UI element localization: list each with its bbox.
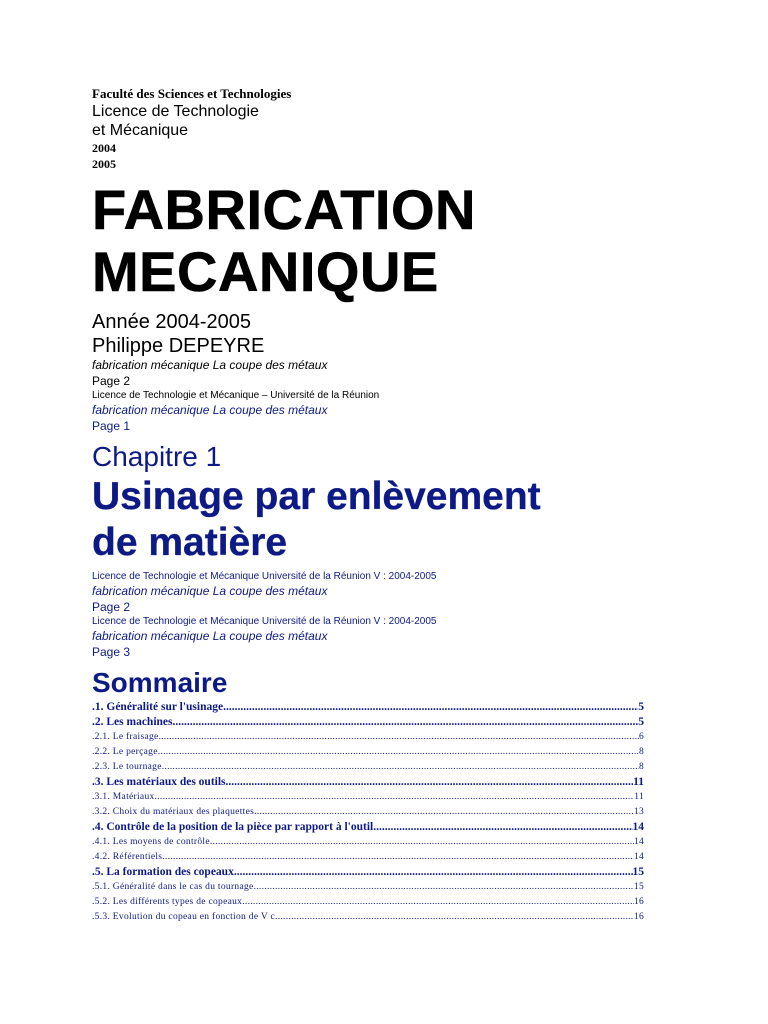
toc-entry[interactable]: [92, 760, 644, 775]
running-title-2: fabrication mécanique La coupe des métaux: [92, 403, 328, 417]
toc-entry-page: 14: [633, 852, 644, 862]
running-page-3: Page 2: [92, 600, 131, 614]
toc-entry-label: .4. Contrôle de la position de la pièce par rapport à l'outil: [92, 821, 374, 833]
toc-entry-page: 8: [638, 747, 644, 757]
year-end: 2005: [92, 157, 116, 171]
toc-entry-label: .4.1. Les moyens de contrôle: [92, 837, 210, 847]
toc-entry-label: .4.2. Référentiels: [92, 852, 163, 862]
title-line-1: FABRICATION: [92, 178, 476, 241]
toc-entry[interactable]: [92, 895, 644, 910]
toc-entry[interactable]: [92, 700, 644, 715]
chapter-title-line-1: Usinage par enlèvement: [92, 475, 541, 518]
toc-entry-label: .2.2. Le perçage: [92, 747, 158, 757]
toc-entry-page: 6: [638, 732, 644, 742]
running-subtitle-3: Licence de Technologie et Mécanique Université de la Réunion V : 2004-2005: [92, 616, 437, 627]
running-page-1: Page 2: [92, 374, 131, 388]
toc-entry[interactable]: [92, 715, 644, 730]
running-page-2: Page 1: [92, 419, 131, 433]
licence-line-1: Licence de Technologie: [92, 103, 259, 120]
academic-year: Année 2004-2005: [92, 311, 252, 333]
toc-entry[interactable]: [92, 850, 644, 865]
chapter-title-line-2: de matière: [92, 521, 288, 564]
toc-entry-page: 16: [633, 912, 644, 922]
chapter-label: Chapitre 1: [92, 441, 222, 472]
toc-entry-label: .2. Les machines: [92, 716, 173, 728]
toc-entry-label: .2.3. Le tournage: [92, 762, 162, 772]
toc-entry-page: 13: [633, 807, 644, 817]
toc-entry-page: 14: [632, 821, 644, 833]
running-title-4: fabrication mécanique La coupe des métaux: [92, 629, 328, 643]
running-title-3: fabrication mécanique La coupe des métaux: [92, 584, 328, 598]
toc-entry-page: 11: [633, 776, 644, 788]
toc-entry[interactable]: [92, 910, 644, 925]
toc-entry[interactable]: [92, 880, 644, 895]
faculty-name: Faculté des Sciences et Technologies: [92, 86, 292, 101]
toc-entry-page: 11: [634, 792, 644, 802]
author-name: Philippe DEPEYRE: [92, 335, 265, 357]
toc-entry[interactable]: [92, 790, 644, 805]
toc-entry[interactable]: [92, 820, 644, 835]
running-subtitle-1: Licence de Technologie et Mécanique – Université de la Réunion: [92, 390, 380, 401]
toc-entry-label: .3. Les matériaux des outils: [92, 776, 226, 788]
running-page-4: Page 3: [92, 645, 131, 659]
toc-entry-label: .5.1. Généralité dans le cas du tournage: [92, 882, 254, 892]
toc-entry[interactable]: [92, 865, 644, 880]
toc-entry-label: .5.3. Evolution du copeau en fonction de V c: [92, 912, 276, 922]
toc-entry-label: .3.1. Matériaux: [92, 792, 155, 802]
toc-entry[interactable]: [92, 730, 644, 745]
toc-entry-page: 15: [632, 866, 644, 878]
title-line-2: MECANIQUE: [92, 240, 439, 303]
document-title: [92, 178, 652, 304]
year-start: 2004: [92, 141, 116, 155]
toc-entry-page: 8: [638, 762, 644, 772]
toc-entry[interactable]: [92, 745, 644, 760]
toc-entry-page: 16: [633, 897, 644, 907]
toc-entry-page: 5: [638, 701, 644, 713]
sommaire-heading: Sommaire: [92, 667, 228, 698]
toc-entry-label: .5. La formation des copeaux: [92, 866, 234, 878]
document-page: [92, 86, 652, 925]
toc-entry-page: 5: [638, 716, 644, 728]
table-of-contents: [92, 700, 644, 925]
running-subtitle-2: Licence de Technologie et Mécanique Université de la Réunion V : 2004-2005: [92, 571, 437, 582]
toc-entry-label: .1. Généralité sur l'usinage: [92, 701, 224, 713]
toc-entry[interactable]: [92, 775, 644, 790]
toc-entry[interactable]: [92, 835, 644, 850]
toc-entry-label: .3.2. Choix du matériaux des plaquettes: [92, 807, 255, 817]
toc-entry-page: 14: [633, 837, 644, 847]
toc-entry-label: .2.1. Le fraisage: [92, 732, 159, 742]
toc-entry-page: 15: [633, 882, 644, 892]
licence-line-2: et Mécanique: [92, 122, 189, 139]
toc-entry[interactable]: [92, 805, 644, 820]
running-title-1: fabrication mécanique La coupe des métaux: [92, 358, 328, 372]
toc-entry-label: .5.2. Les différents types de copeaux: [92, 897, 243, 907]
